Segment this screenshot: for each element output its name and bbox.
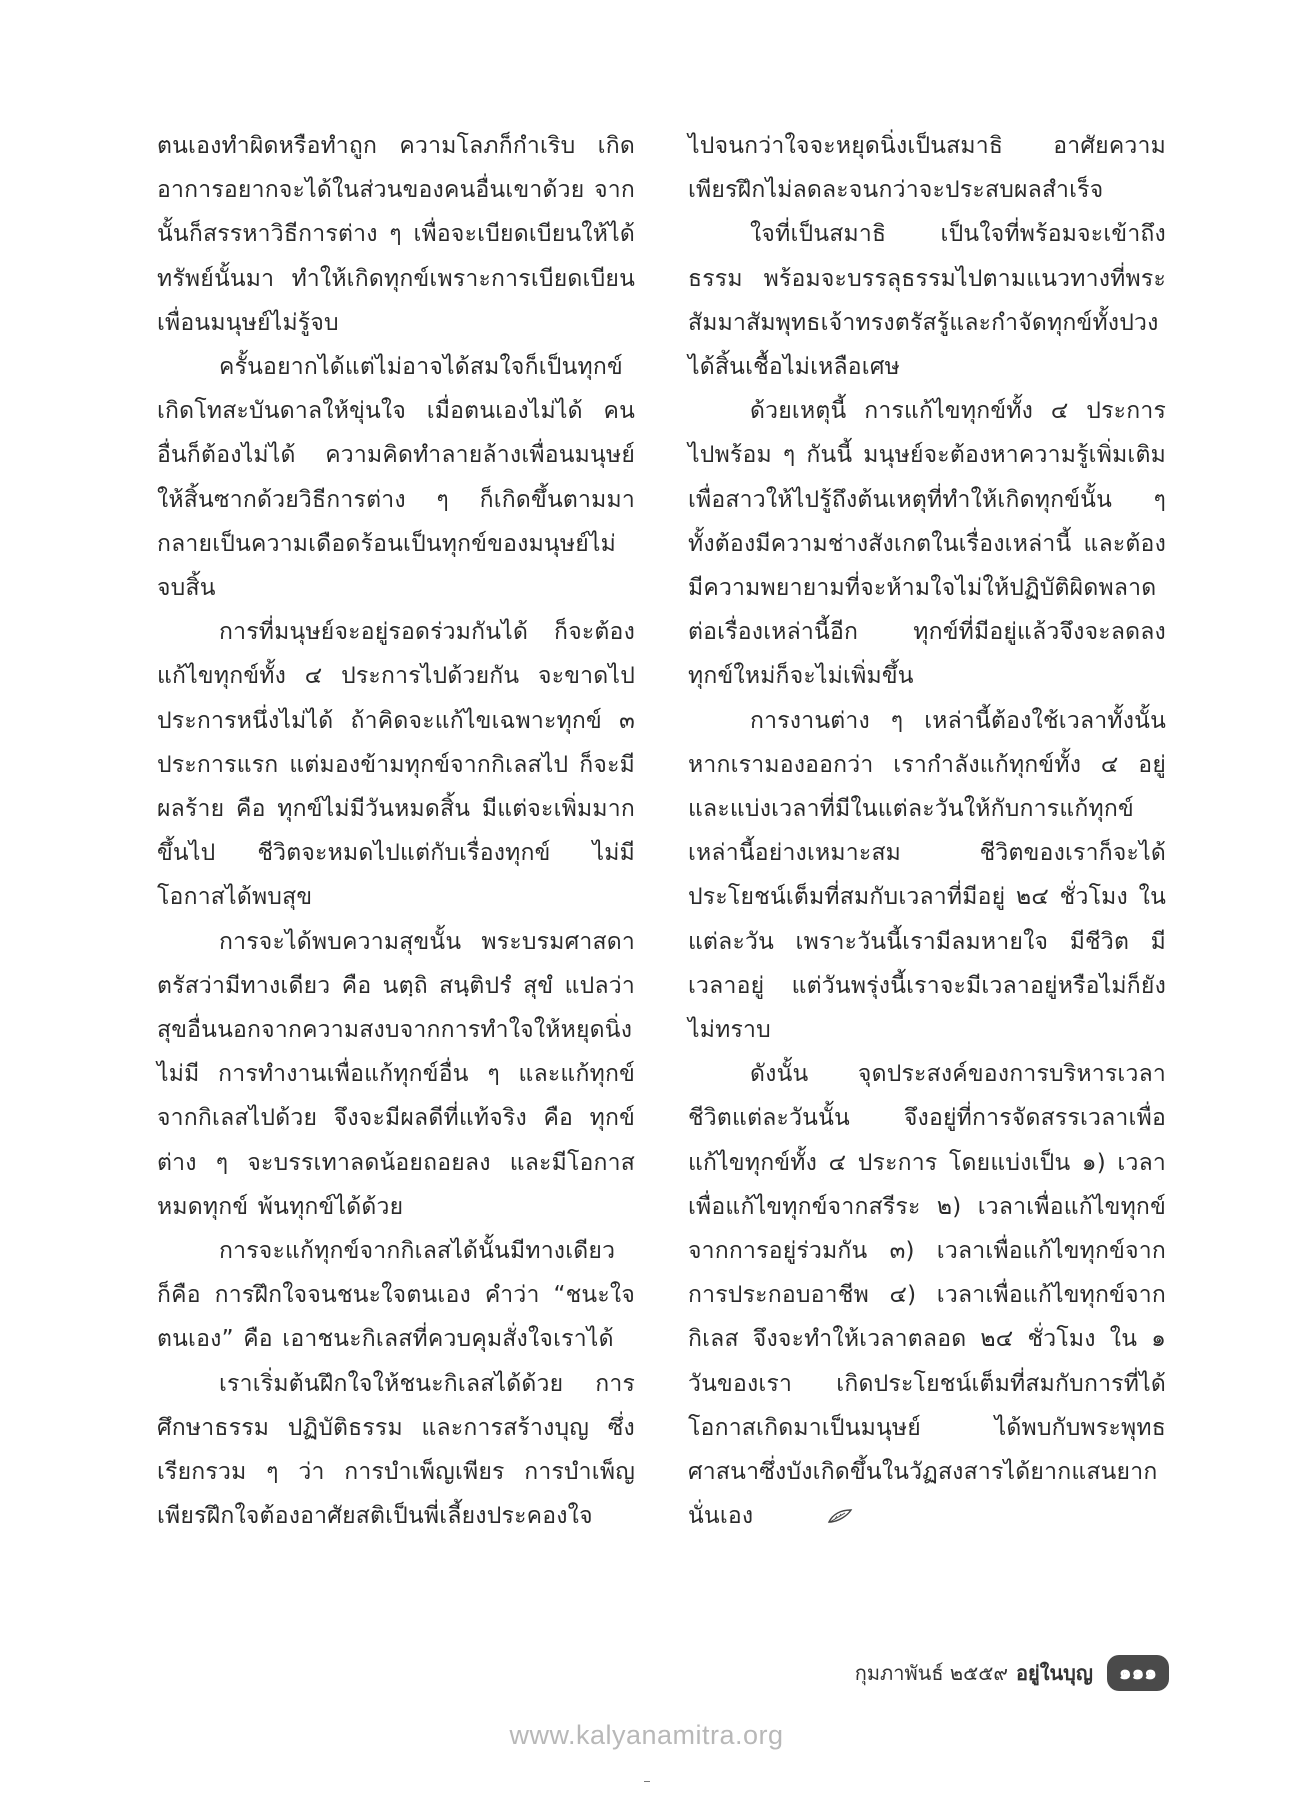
paragraph: การจะได้พบความสุขนั้น พระบรมศาสดาตรัสว่ามีทางเดียว คือ นตฺถิ สนฺติปรํ สุขํ แปลว่า สุขอื่นนอกจากความสงบจากการทำใจให้หยุดนิ่งไม่มี การทำงานเพื่อแก้ทุกข์อื่น ๆ และแก้ทุกข์จากกิเลสไปด้วย จึงจะมีผลดีที่แท้จริง คือ ทุกข์ต่าง ๆ จะบรรเทาลดน้อยถอยลง และมีโอกาสหมดทุกข์ พ้นทุกข์ได้ด้วย <box>157 928 635 1220</box>
paragraph: ไปจนกว่าใจจะหยุดนิ่งเป็นสมาธิ อาศัยความเพียรฝึกไม่ลดละจนกว่าจะประสบผลสำเร็จ <box>688 133 1166 204</box>
paragraph: ใจที่เป็นสมาธิ เป็นใจที่พร้อมจะเข้าถึงธรรม พร้อมจะบรรลุธรรมไปตามแนวทางที่พระสัมมาสัมพุทธเจ้าทรงตรัสรู้และกำจัดทุกข์ทั้งปวงได้สิ้นเชื้อไม่เหลือเศษ <box>688 221 1166 381</box>
paragraph-text: ดังนั้น จุดประสงค์ของการบริหารเวลาชีวิตแต่ละวันนั้น จึงอยู่ที่การจัดสรรเวลาเพื่อแก้ไขทุกข์ทั้ง ๔ ประการ โดยแบ่งเป็น ๑) เวลาเพื่อแก้ไขทุกข์จากสรีระ ๒) เวลาเพื่อแก้ไขทุกข์จากการอยู่ร่วมกัน ๓) เวลาเพื่อแก้ไขทุกข์จากการประกอบอาชีพ ๔) เวลาเพื่อแก้ไขทุกข์จากกิเลส จึงจะทำให้เวลาตลอด ๒๔ ชั่วโมง ใน ๑ วันของเรา เกิดประโยชน์เต็มที่สมกับการที่ได้โอกาสเกิดมาเป็นมนุษย์ ได้พบกับพระพุทธศาสนาซึ่งบังเกิดขึ้นในวัฏสงสารได้ยากแสนยากนั่นเอง <box>688 1061 1166 1530</box>
paragraph: การที่มนุษย์จะอยู่รอดร่วมกันได้ ก็จะต้องแก้ไขทุกข์ทั้ง ๔ ประการไปด้วยกัน จะขาดไปประการหนึ่งไม่ได้ ถ้าคิดจะแก้ไขเฉพาะทุกข์ ๓ ประการแรก แต่มองข้ามทุกข์จากกิเลสไป ก็จะมีผลร้าย คือ ทุกข์ไม่มีวันหมดสิ้น มีแต่จะเพิ่มมากขึ้นไป ชีวิตจะหมดไปแต่กับเรื่องทุกข์ ไม่มีโอกาสได้พบสุข <box>157 619 635 911</box>
paragraph: ด้วยเหตุนี้ การแก้ไขทุกข์ทั้ง ๔ ประการไปพร้อม ๆ กันนี้ มนุษย์จะต้องหาความรู้เพิ่มเติมเพื่อสาวให้ไปรู้ถึงต้นเหตุที่ทำให้เกิดทุกข์นั้น ๆ ทั้งต้องมีความช่างสังเกตในเรื่องเหล่านี้ และต้องมีความพยายามที่จะห้ามใจไม่ให้ปฏิบัติผิดพลาดต่อเรื่องเหล่านี้อีก ทุกข์ที่มีอยู่แล้วจึงจะลดลง ทุกข์ใหม่ก็จะไม่เพิ่มขึ้น <box>688 398 1166 690</box>
crop-mark <box>644 1781 650 1785</box>
page-number-badge: ๑๑๑ <box>1107 1655 1169 1691</box>
leaf-end-mark-icon <box>765 1495 853 1539</box>
website-watermark: www.kalyanamitra.org <box>509 1720 784 1750</box>
paragraph: ครั้นอยากได้แต่ไม่อาจได้สมใจก็เป็นทุกข์ เกิดโทสะบันดาลให้ขุ่นใจ เมื่อตนเองไม่ได้ คนอื่นก็ต้องไม่ได้ ความคิดทำลายล้างเพื่อนมนุษย์ให้สิ้นซากด้วยวิธีการต่าง ๆ ก็เกิดขึ้นตามมา กลายเป็นความเดือดร้อนเป็นทุกข์ของมนุษย์ไม่จบสิ้น <box>157 354 635 602</box>
magazine-name: อยู่ในบุญ <box>1016 1661 1093 1685</box>
left-column <box>157 124 635 1539</box>
paragraph: ตนเองทำผิดหรือทำถูก ความโลภก็กำเริบ เกิดอาการอยากจะได้ในส่วนของคนอื่นเขาด้วย จากนั้นก็สรรหาวิธีการต่าง ๆ เพื่อจะเบียดเบียนให้ได้ทรัพย์นั้นมา ทำให้เกิดทุกข์เพราะการเบียดเบียนเพื่อนมนุษย์ไม่รู้จบ <box>157 133 635 336</box>
paragraph: การงานต่าง ๆ เหล่านี้ต้องใช้เวลาทั้งนั้น หากเรามองออกว่า เรากำลังแก้ทุกข์ทั้ง ๔ อยู่ และแบ่งเวลาที่มีในแต่ละวันให้กับการแก้ทุกข์เหล่านี้อย่างเหมาะสม ชีวิตของเราก็จะได้ประโยชน์เต็มที่สมกับเวลาที่มีอยู่ ๒๔ ชั่วโมง ในแต่ละวัน เพราะวันนี้เรามีลมหายใจ มีชีวิต มีเวลาอยู่ แต่วันพรุ่งนี้เราจะมีเวลาอยู่หรือไม่ก็ยังไม่ทราบ <box>688 707 1166 1044</box>
paragraph: เราเริ่มต้นฝึกใจให้ชนะกิเลสได้ด้วย การศึกษาธรรม ปฏิบัติธรรม และการสร้างบุญ ซึ่งเรียกรวม ๆ ว่า การบำเพ็ญเพียร การบำเพ็ญเพียรฝึกใจต้องอาศัยสติเป็นพี่เลี้ยงประคองใจ <box>157 1370 635 1530</box>
right-column <box>688 124 1166 1539</box>
last-paragraph <box>688 1052 1166 1539</box>
paragraph: การจะแก้ทุกข์จากกิเลสได้นั้นมีทางเดียว ก็คือ การฝึกใจจนชนะใจตนเอง คำว่า “ชนะใจตนเอง” คือ เอาชนะกิเลสที่ควบคุมสั่งใจเราได้ <box>157 1238 635 1353</box>
page-footer <box>855 1655 1169 1691</box>
issue-date: กุมภาพันธ์ ๒๕๕๙ <box>854 1661 1008 1685</box>
